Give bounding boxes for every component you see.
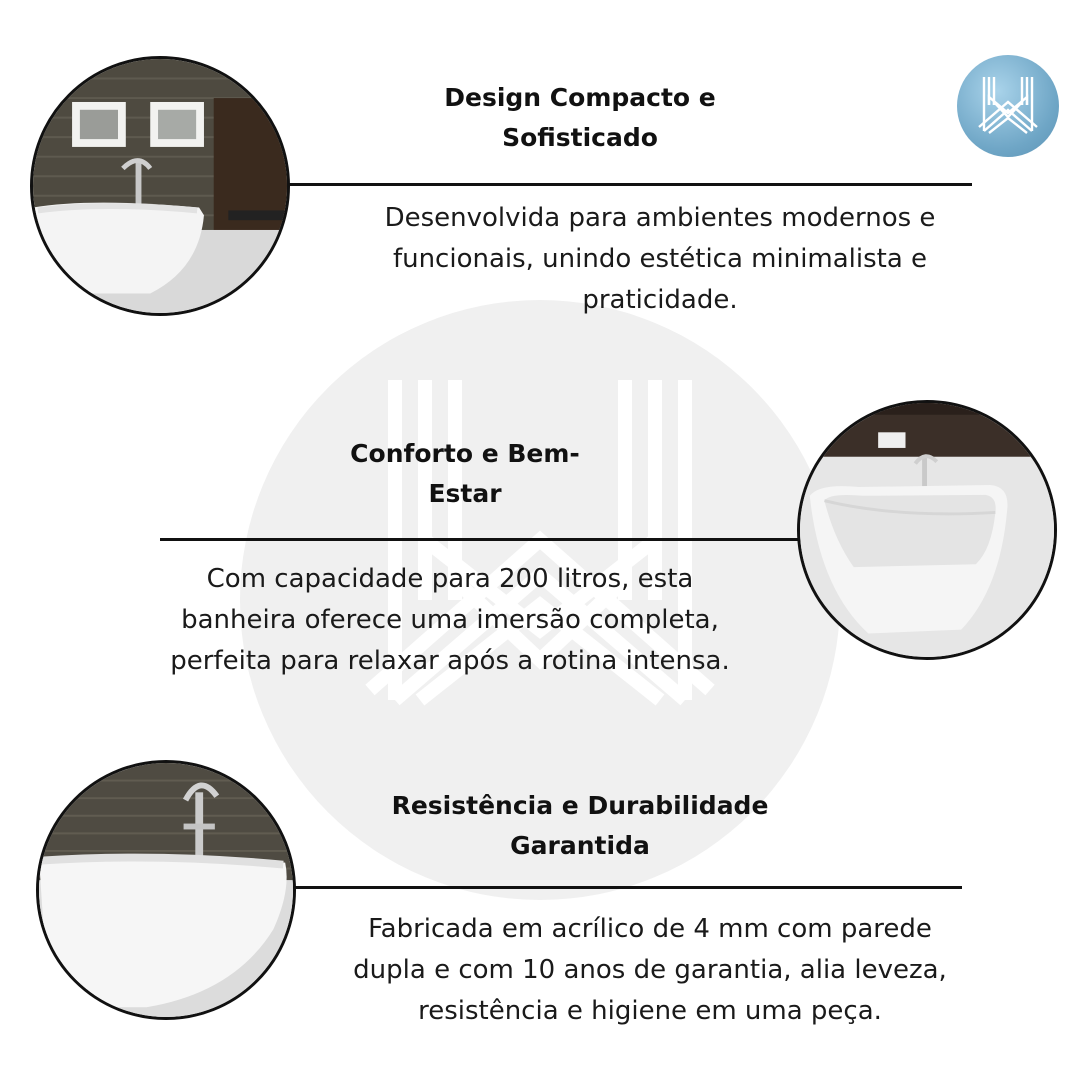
feature-title-2 bbox=[300, 434, 630, 514]
feature-desc-3 bbox=[305, 909, 995, 1032]
feature-desc-2 bbox=[120, 559, 780, 682]
feature-title-1-line2: Sofisticado bbox=[502, 123, 658, 152]
feature-desc-1-line1: Desenvolvida para ambientes modernos e bbox=[384, 203, 936, 233]
feature-desc-2-line2: banheira oferece uma imersão completa, bbox=[181, 605, 719, 635]
feature-title-3-line2: Garantida bbox=[510, 831, 650, 860]
feature-title-1 bbox=[400, 78, 760, 158]
feature-desc-3-line3: resistência e higiene em uma peça. bbox=[418, 996, 882, 1026]
feature-desc-2-line3: perfeita para relaxar após a rotina intensa. bbox=[170, 646, 730, 676]
feature-title-3 bbox=[345, 786, 815, 866]
bathtub-photo-1 bbox=[30, 56, 290, 316]
bathtub-photo-3 bbox=[36, 760, 296, 1020]
feature-desc-1-line3: praticidade. bbox=[582, 285, 738, 315]
feature-desc-2-line1: Com capacidade para 200 litros, esta bbox=[206, 564, 694, 594]
divider-line-2 bbox=[160, 538, 800, 541]
brand-logo-icon bbox=[957, 55, 1059, 157]
divider-line-3 bbox=[295, 886, 962, 889]
feature-desc-1-line2: funcionais, unindo estética minimalista e bbox=[392, 244, 928, 274]
feature-title-3-line1: Resistência e Durabilidade bbox=[391, 791, 769, 820]
feature-title-2-line1: Conforto e Bem- bbox=[350, 439, 580, 468]
feature-title-1-line1: Design Compacto e bbox=[444, 83, 716, 112]
feature-title-2-line2: Estar bbox=[428, 479, 502, 508]
divider-line-1 bbox=[288, 183, 972, 186]
bathtub-photo-2 bbox=[797, 400, 1057, 660]
feature-desc-1 bbox=[345, 198, 975, 321]
feature-desc-3-line2: dupla e com 10 anos de garantia, alia leveza, bbox=[353, 955, 947, 985]
feature-desc-3-line1: Fabricada em acrílico de 4 mm com parede bbox=[368, 914, 932, 944]
